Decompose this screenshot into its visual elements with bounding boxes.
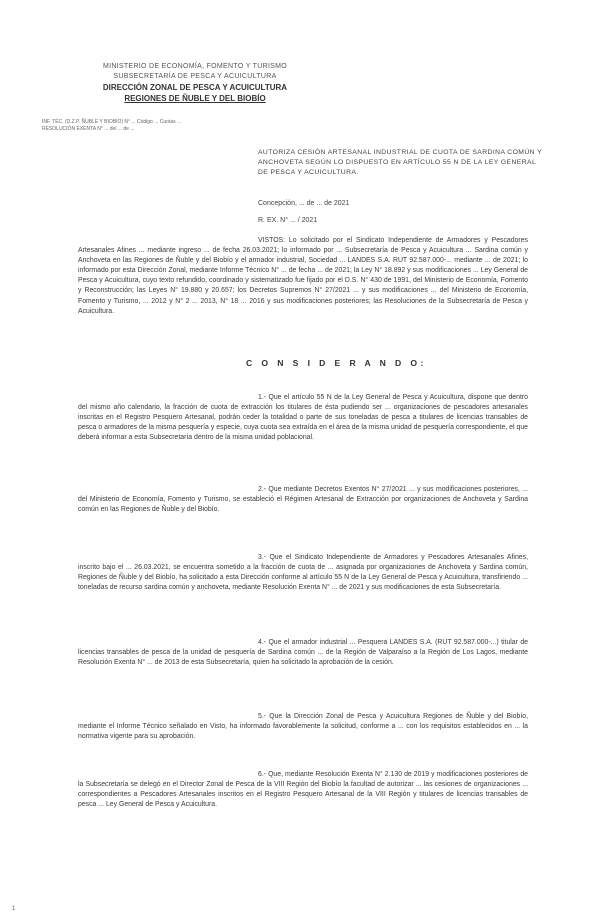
considerando-heading: C O N S I D E R A N D O: <box>246 358 427 368</box>
regions-name: REGIONES DE ÑUBLE Y DEL BIOBÍO <box>124 94 266 103</box>
ministry-name: MINISTERIO DE ECONOMÍA, FOMENTO Y TURISMO <box>102 63 288 70</box>
undersecretariat-name: SUBSECRETARÍA DE PESCA Y ACUICULTURA <box>113 73 277 80</box>
considerando-3: 3.- Que el Sindicato Independiente de Armadores y Pescadores Artesanales Afines, inscrito bajo el ... 26.03.2021, se encuentra sometido a la fracción de cuota de ... asignada por organizaciones de Anchoveta y Sardina común, Regiones de Ñuble y del Biobío, ha solicitado a esta Dirección conforme al artículo 55 N de la Ley General de Pesca y Acuicultura, transfiriendo ... toneladas de recurso sardina común y anchoveta, mediante Resolución Exenta N° ... de 2021 y sus modificaciones de esta Subsecretaría. <box>78 554 528 592</box>
zonal-directorate-name: DIRECCIÓN ZONAL DE PESCA Y ACUICULTURA <box>102 83 288 92</box>
vistos-paragraph: VISTOS: Lo solicitado por el Sindicato Independiente de Armadores y Pescadores Artesanales Afines ... mediante ingreso ... de fecha 26.03.2021; lo informado por ... Subsecretaría de Pesca y Acuicultura ... Sardina común y Anchoveta en las Regiones de Ñuble y del Biobío y el armador industrial, Sociedad ... LANDES S.A. RUT 92.587.000-... mediante ... de 2021; lo informado por esta Dirección Zonal, mediante Informe Técnico N° ... de fecha ... de 2021; la Ley N° 18.892 y sus modificaciones ... Ley General de Pesca y Acuicultura, cuyo texto refundido, coordinado y sistematizado fue fijado por el D.S. N° 430 de 1991, del Ministerio de Economía, Fomento y Reconstrucción; las Leyes N° 19.880 y 20.657; los Decretos Supremos N° 27/2021 ... y sus modificaciones ... del Ministerio de Economía, Fomento y Turismo, ... 2012 y N° 2 ... 2013, N° 18 ... 2016 y sus modificaciones posteriores; las Resoluciones de la Subsecretaría de Pesca y Acuicultura. <box>78 237 528 315</box>
letterhead <box>60 62 330 104</box>
place-date: Concepción, ... de ... de 2021 <box>258 200 350 207</box>
considerando-2: 2.- Que mediante Decretos Exentos N° 27/2021 ... y sus modificaciones posteriores, ... del Ministerio de Economía, Fomento y Turismo, se estableció el Régimen Artesanal de Extracción por organizaciones de Anchoveta y Sardina común en las Regiones de Ñuble y del Biobío. <box>78 486 528 514</box>
resolution-matter: AUTORIZA CESIÓN ARTESANAL INDUSTRIAL DE CUOTA DE SARDINA COMÚN Y ANCHOVETA SEGÚN LO DISPUESTO EN ARTÍCULO 55 N DE LA LEY GENERAL DE PESCA Y ACUICULTURA. <box>258 149 542 176</box>
considerando-1: 1.- Que el artículo 55 N de la Ley General de Pesca y Acuicultura, dispone que dentro del mismo año calendario, la fracción de cuota de extracción los titulares de ésta pudiendo ser ... organizaciones de pescadores artesanales inscritas en el Registro Pesquero Artesanal, podrán ceder la totalidad o parte de sus toneladas de pesca a titulares de licencias transables de pesca o armadores de la misma pesquería y especie, cuya cuota sea extraída en el área de la misma unidad de pesquería correspondiente, el que deberá informar a esta Subsecretaría dentro de la misma unidad poblacional. <box>78 394 528 442</box>
reference-stamp <box>42 119 302 133</box>
considerando-6: 6.- Que, mediante Resolución Exenta N° 2.130 de 2019 y modificaciones posteriores de la Subsecretaría se delegó en el Director Zonal de Pesca de la VIII Región del Biobío la facultad de autorizar ... las cesiones de organizaciones ... correspondientes a Pescadores Artesanales inscritos en el Registro Pesquero Artesanal de la VIII Región y titulares de licencias transables de pesca ... Ley General de Pesca y Acuicultura. <box>78 771 528 809</box>
stamp-line-2: RESOLUCIÓN EXENTA N° ... del ... de ... <box>42 126 135 132</box>
stamp-line-1: INF. TÉC. (D.Z.P. ÑUBLE Y BIOBÍO) N° ... Código ... Cuotas ... <box>42 119 182 125</box>
considerando-5: 5.- Que la Dirección Zonal de Pesca y Acuicultura Regiones de Ñuble y del Biobío, mediante el Informe Técnico señalado en Visto, ha informado favorablemente la solicitud, conforme a ... con los requisitos establecidos en ... la normativa vigente para su aprobación. <box>78 713 528 741</box>
considerando-4: 4.- Que el armador industrial ... Pesquera LANDES S.A. (RUT 92.587.000-...) titular de licencias transables de pesca de la unidad de pesquería de Sardina común ... de la Región de Valparaíso a la Región de Los Lagos, mediante Resolución Exenta N° ... de 2013 de esta Subsecretaría, quien ha solicitado la aprobación de la cesión. <box>78 639 528 667</box>
page-number: 1 <box>12 906 16 912</box>
resolution-number: R. EX. N° ... / 2021 <box>258 217 318 224</box>
